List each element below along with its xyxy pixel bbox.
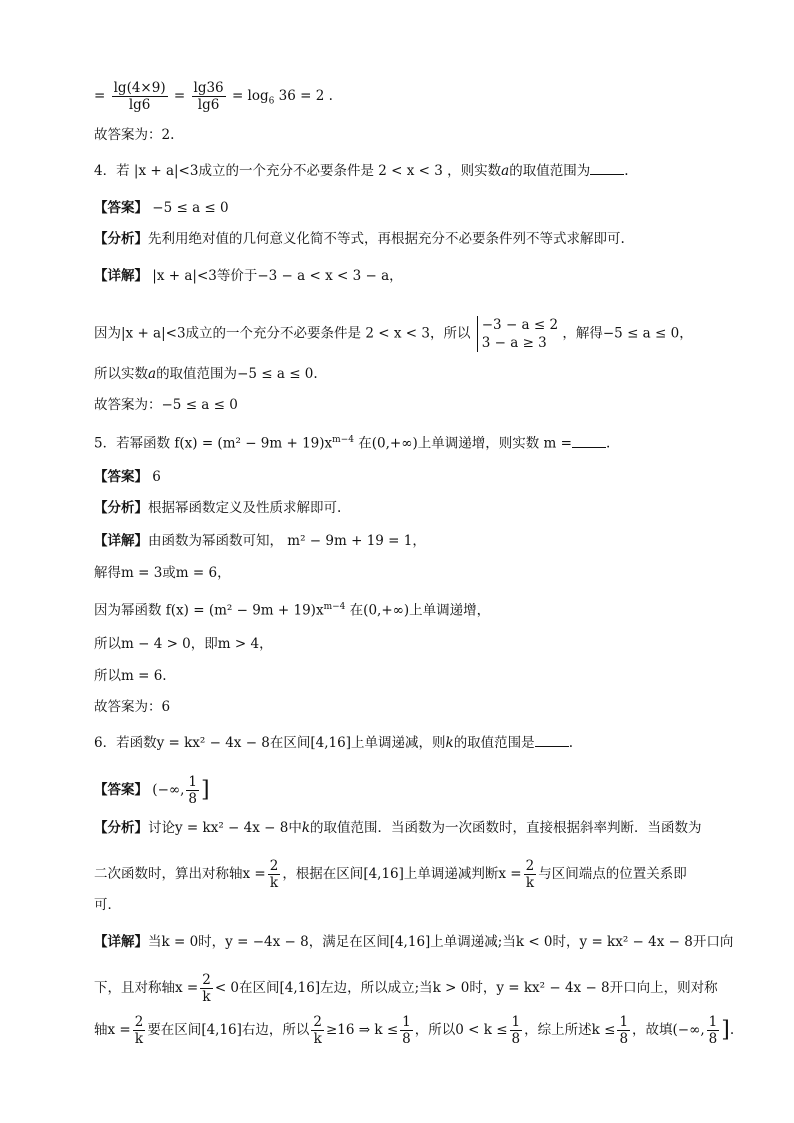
q5-text: 上单调递增，则实数 [417,435,540,452]
detail-text: ，所以 [429,325,471,342]
fraction-lg36-a [112,80,168,113]
power-function: f(x) = (m² − 9m + 19)x [165,602,324,619]
detail-text: 右边，所以 [241,1022,310,1038]
axis-x: x = [175,980,199,996]
q6-analysis-1 [94,818,734,838]
result-math: −5 ≤ a ≤ 0 [602,325,680,342]
fraction-1-8 [707,1014,720,1047]
comma: ， [259,636,273,652]
frac-numerator: 1 [619,1014,629,1030]
interval: [4,16] [279,980,321,996]
analysis-text: 二次函数时，算出对称轴 [94,866,243,882]
fraction-1-8 [617,1014,630,1047]
solution-2: m = 6 [175,565,218,581]
detail-text: 所以 [94,636,121,652]
abs-expression: |x + a| [133,163,179,179]
analysis-tag: 【分析】 [94,500,148,516]
detail-text: 左边，所以成立;当 [320,980,433,996]
fraction-2-k [200,972,213,1005]
period: . [568,735,573,751]
analysis-text: 上单调递减判断 [403,866,499,882]
detail-text: <3成立的一个充分不必要条件是 [165,325,362,342]
q5-text: 在 [358,435,372,452]
q5-number: 5．若幂函数 [94,435,171,452]
frac-numerator: 2 [313,1014,322,1030]
detail-tag: 【详解】 [94,533,148,549]
log-equation-line [94,80,734,113]
q6-detail-3 [94,1014,734,1047]
fraction-1-8 [510,1014,523,1047]
q5-detail-3 [94,597,734,621]
answer-tag: 【答案】 [94,200,148,216]
solution: m = 6. [121,668,167,684]
quadratic-function: y = kx² − 4x − 8 [156,735,270,751]
detail-text: 轴 [94,1022,108,1038]
detail-text: 当 [148,934,162,950]
frac-numerator: lg(4×9) [113,80,166,96]
frac-denominator: k [525,875,535,891]
inequality-system [475,316,558,352]
detail-text: ，满足在区间 [308,934,390,950]
answer-blank [535,734,569,747]
interval: [4,16] [389,934,431,950]
final-text: 故答案为：6 [94,699,171,715]
comma: ， [412,533,426,549]
q5-analysis [94,498,734,518]
analysis-text: ，根据在区间 [282,866,364,882]
fraction-2-k [268,858,281,891]
detail-text: 在 [349,602,364,619]
condition-math: 2 < x < 3 [365,325,430,342]
q4-text: <3成立的一个充分不必要条件是 [178,163,374,179]
frac-denominator: k [134,1031,144,1047]
axis-x: x = [242,866,266,882]
var-k: k [445,735,454,751]
detail-text: ，综上所述 [524,1022,592,1038]
frac-numerator: 1 [511,1014,521,1030]
inequality: < 0 [214,980,240,996]
var-m: m = [543,435,572,452]
var-a: a [148,366,157,382]
q4-answer [94,198,734,218]
q6-detail-1 [94,932,734,952]
interval: [4,16] [310,735,351,751]
q5-answer [94,467,734,487]
interval: (0,+∞) [371,435,418,452]
q4-detail-3 [94,364,734,384]
interval-left: (−∞, [672,1022,705,1038]
interval: [4,16] [363,866,404,882]
frac-numerator: 1 [708,1014,718,1030]
detail-text: ，故填 [632,1022,673,1038]
q6-text: 的取值范围是 [453,735,535,751]
frac-numerator: 2 [202,972,211,988]
condition-math: 2 < x < 3 [378,163,443,179]
q4-stem [94,161,734,181]
analysis-text: 根据幂函数定义及性质求解即可. [148,500,342,516]
detail-text: 因为幂函数 [94,602,162,619]
log-text: = log [231,88,269,104]
detail-text: ，所以 [414,1022,456,1038]
frac-denominator: 8 [188,791,198,807]
q6-analysis-2 [94,858,734,891]
detail-text: 的取值范围为 [156,366,238,382]
quadratic-function: y = kx² − 4x − 8 [496,980,610,996]
q4-detail-1 [94,266,734,286]
system-line-1: −3 − a ≤ 2 [481,317,559,333]
q6-number: 6．若函数 [94,735,157,751]
interval-left: (−∞, [152,782,185,798]
interval: (0,+∞) [363,602,410,619]
analysis-text: 的取值范围．当函数为一次函数时，直接根据斜率判断．当函数为 [310,820,702,836]
frac-numerator: 1 [402,1014,411,1030]
fraction-1-8 [186,774,199,807]
detail-text: 时， [469,980,497,996]
analysis-text: 讨论 [148,820,175,836]
comma: ， [679,325,693,342]
fraction-2-k [524,858,537,891]
exponent: m−4 [323,602,346,612]
frac-numerator: 1 [188,774,198,790]
period: . [729,1022,735,1038]
detail-tag: 【详解】 [94,268,148,284]
fraction-2-k [311,1014,324,1047]
detail-text: 开口向 [692,934,734,950]
answer-tag: 【答案】 [94,469,148,485]
condition-math: k < 0 [515,934,553,950]
log-result: 36 = 2 . [278,88,333,104]
interval-right: ] [721,1017,730,1043]
interval-right: ] [201,777,210,803]
period: . [624,163,629,179]
frac-denominator: k [202,989,211,1005]
detail-text: 时， [198,934,226,950]
range-math: 0 < k ≤ [455,1022,508,1038]
frac-numerator: 2 [134,1014,144,1030]
detail-text: 在区间 [239,980,280,996]
frac-denominator: 8 [511,1031,521,1047]
final-math: −5 ≤ a ≤ 0 [161,397,238,413]
q5-detail-1 [94,531,734,551]
frac-denominator: 8 [402,1031,411,1047]
inequality: −3 − a < x < 3 − a [257,268,390,284]
abs-expression: |x + a| [121,325,166,342]
equals-sign: = [173,88,186,104]
frac-numerator: lg36 [193,80,224,96]
q5-detail-2 [94,563,734,583]
q5-final [94,697,734,717]
detail-text: 因为 [94,325,121,342]
analysis-text: 与区间端点的位置关系即 [538,866,687,882]
frac-numerator: 2 [525,858,535,874]
answer-value: −5 ≤ a ≤ 0 [152,200,229,216]
q5-detail-5 [94,666,734,686]
final-text: 故答案为： [94,397,162,413]
condition-math: k = 0 [161,934,199,950]
detail-text: 下，且对称轴 [94,980,175,996]
range-math: k ≤ [591,1022,616,1038]
period: . [313,366,318,382]
period: . [605,435,611,452]
q5-detail-4 [94,634,734,654]
inequality: m > 4 [217,636,260,652]
analysis-tag: 【分析】 [94,820,148,836]
q5-stem [94,430,734,454]
detail-text: 上单调递减;当 [430,934,516,950]
var-a: a [501,163,510,179]
answer-line-q3: 故答案为：2. [94,127,175,143]
quadratic-function: y = kx² − 4x − 8 [175,820,289,836]
quadratic-function: y = kx² − 4x − 8 [579,934,693,950]
q4-analysis [94,229,734,249]
interval: [4,16] [201,1022,242,1038]
analysis-text: 中 [288,820,302,836]
detail-text: ，解得 [562,325,603,342]
detail-text: 或 [162,565,176,581]
equals-sign: = [94,88,106,104]
q6-text: 上单调递减，则 [351,735,446,751]
frac-denominator: 8 [708,1031,718,1047]
detail-text: 上单调递增， [409,602,491,619]
power-function: f(x) = (m² − 9m + 19)x [174,435,333,452]
q6-analysis-3: 可． [94,897,121,913]
exponent: m−4 [332,435,354,445]
system-line-2: 3 − a ≥ 3 [481,335,547,351]
q4-number: 4．若 [94,163,130,179]
q4-detail-2 [94,316,734,352]
detail-text: 由函数为幂函数可知， [148,533,283,549]
detail-text: 时， [552,934,580,950]
answer-blank [590,162,624,175]
solution-1: m = 3 [121,565,163,581]
answer-value: 6 [152,469,161,485]
frac-denominator: 8 [619,1031,629,1047]
inequality: m − 4 > 0 [121,636,191,652]
detail-text: 所以 [94,668,121,684]
q4-text: ，则实数 [447,163,502,179]
axis-x: x = [107,1022,131,1038]
frac-denominator: lg6 [197,97,220,113]
equation: m² − 9m + 19 = 1 [287,533,413,549]
analysis-text: 先利用绝对值的几何意义化简不等式，再根据充分不必要条件列不等式求解即可. [148,231,625,247]
q4-final [94,395,734,415]
log-base: 6 [268,96,275,107]
condition-math: k > 0 [432,980,470,996]
comma: ， [217,565,231,581]
frac-denominator: k [269,875,279,891]
comma: ， [389,268,403,284]
detail-tag: 【详解】 [94,934,148,950]
detail-text: 开口向上，则对称 [609,980,718,996]
frac-denominator: k [313,1031,322,1047]
fraction-lg36-b [192,80,226,113]
detail-text: 解得 [94,565,121,581]
q6-stem [94,733,734,753]
fraction-1-8 [400,1014,413,1047]
linear-function: y = −4x − 8 [225,934,309,950]
fraction-2-k [133,1014,146,1047]
q4-text: 的取值范围为 [509,163,591,179]
implication: ≥16 ⇒ k ≤ [326,1022,399,1038]
detail-text: ，即 [190,636,218,652]
answer-blank [572,435,606,448]
frac-denominator: lg6 [128,97,151,113]
abs-expression: |x + a| [152,268,197,284]
var-k: k [301,820,310,836]
detail-text: <3等价于 [196,268,258,284]
detail-text: 要在区间 [147,1022,202,1038]
analysis-tag: 【分析】 [94,231,148,247]
q6-text: 在区间 [269,735,311,751]
detail-text: 所以实数 [94,366,148,382]
answer-tag: 【答案】 [94,782,148,798]
q6-detail-2 [94,972,734,1005]
axis-x: x = [498,866,522,882]
result-math: −5 ≤ a ≤ 0 [237,366,314,382]
q6-answer [94,774,734,807]
frac-numerator: 2 [269,858,279,874]
